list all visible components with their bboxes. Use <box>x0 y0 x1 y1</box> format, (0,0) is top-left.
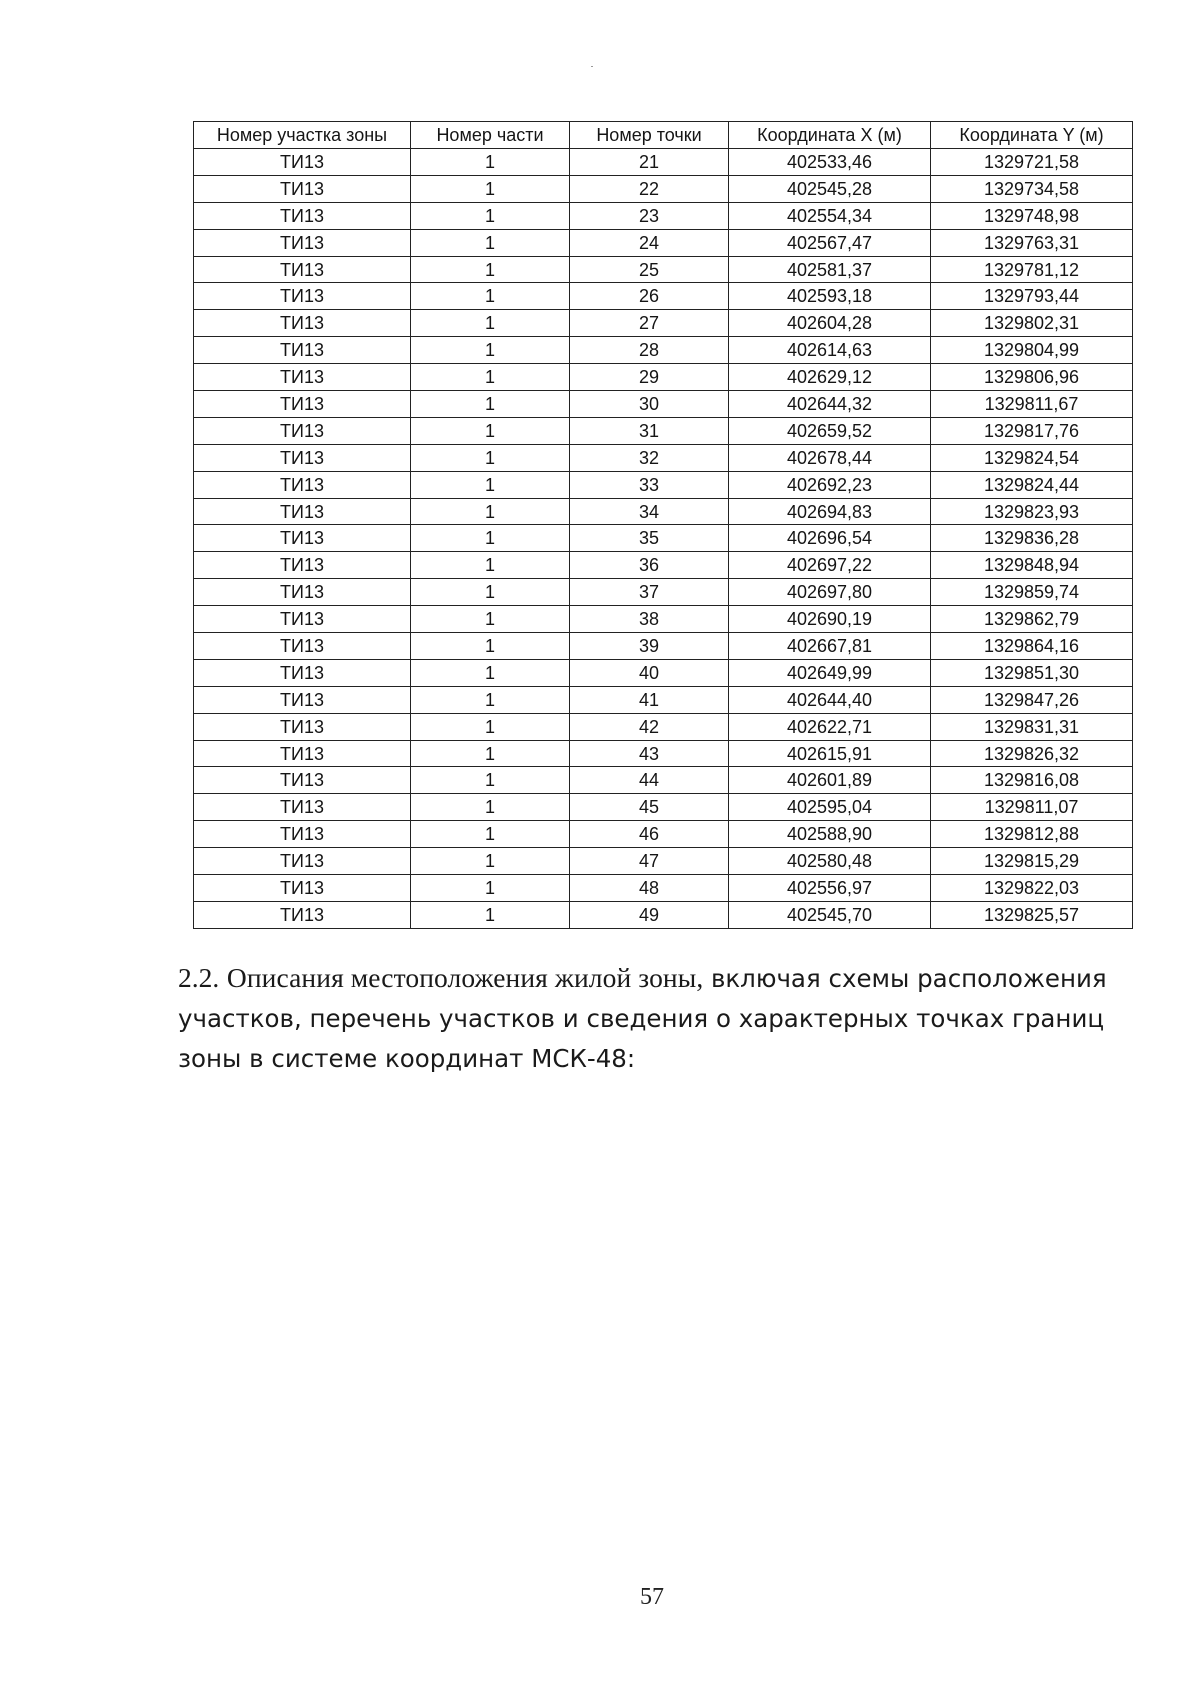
cell-part-number: 1 <box>411 552 570 579</box>
cell-coordinate-x: 402678,44 <box>729 444 931 471</box>
cell-point-number: 26 <box>570 283 729 310</box>
cell-coordinate-y: 1329826,32 <box>931 740 1133 767</box>
cell-coordinate-y: 1329851,30 <box>931 659 1133 686</box>
cell-zone-section: ТИ13 <box>194 149 411 176</box>
table-row <box>194 525 1133 552</box>
cell-point-number: 24 <box>570 229 729 256</box>
cell-coordinate-y: 1329836,28 <box>931 525 1133 552</box>
cell-coordinate-x: 402644,40 <box>729 686 931 713</box>
cell-coordinate-x: 402622,71 <box>729 713 931 740</box>
cell-coordinate-y: 1329859,74 <box>931 579 1133 606</box>
table-row <box>194 848 1133 875</box>
cell-coordinate-y: 1329862,79 <box>931 606 1133 633</box>
cell-part-number: 1 <box>411 686 570 713</box>
table-row <box>194 794 1133 821</box>
cell-zone-section: ТИ13 <box>194 337 411 364</box>
cell-coordinate-x: 402697,22 <box>729 552 931 579</box>
cell-zone-section: ТИ13 <box>194 175 411 202</box>
table-row <box>194 821 1133 848</box>
table-row <box>194 444 1133 471</box>
cell-coordinate-y: 1329804,99 <box>931 337 1133 364</box>
table-row <box>194 202 1133 229</box>
cell-coordinate-x: 402581,37 <box>729 256 931 283</box>
cell-coordinate-y: 1329815,29 <box>931 848 1133 875</box>
cell-coordinate-x: 402554,34 <box>729 202 931 229</box>
table-row <box>194 337 1133 364</box>
cell-coordinate-y: 1329811,67 <box>931 391 1133 418</box>
cell-coordinate-y: 1329823,93 <box>931 498 1133 525</box>
cell-coordinate-x: 402629,12 <box>729 364 931 391</box>
table-row <box>194 552 1133 579</box>
scan-artifact <box>591 66 593 67</box>
cell-zone-section: ТИ13 <box>194 875 411 902</box>
cell-point-number: 46 <box>570 821 729 848</box>
cell-coordinate-x: 402556,97 <box>729 875 931 902</box>
cell-coordinate-y: 1329781,12 <box>931 256 1133 283</box>
cell-zone-section: ТИ13 <box>194 579 411 606</box>
cell-part-number: 1 <box>411 310 570 337</box>
cell-part-number: 1 <box>411 848 570 875</box>
cell-part-number: 1 <box>411 875 570 902</box>
cell-coordinate-y: 1329763,31 <box>931 229 1133 256</box>
cell-coordinate-y: 1329817,76 <box>931 417 1133 444</box>
cell-coordinate-y: 1329811,07 <box>931 794 1133 821</box>
cell-zone-section: ТИ13 <box>194 633 411 660</box>
cell-point-number: 33 <box>570 471 729 498</box>
cell-part-number: 1 <box>411 579 570 606</box>
table-row <box>194 740 1133 767</box>
cell-coordinate-y: 1329824,44 <box>931 471 1133 498</box>
cell-zone-section: ТИ13 <box>194 848 411 875</box>
cell-point-number: 43 <box>570 740 729 767</box>
cell-part-number: 1 <box>411 767 570 794</box>
cell-point-number: 42 <box>570 713 729 740</box>
cell-point-number: 49 <box>570 901 729 928</box>
cell-point-number: 38 <box>570 606 729 633</box>
table-body <box>194 149 1133 929</box>
cell-coordinate-x: 402697,80 <box>729 579 931 606</box>
page-number: 57 <box>640 1584 664 1610</box>
table-row <box>194 471 1133 498</box>
cell-coordinate-x: 402580,48 <box>729 848 931 875</box>
cell-zone-section: ТИ13 <box>194 310 411 337</box>
cell-part-number: 1 <box>411 149 570 176</box>
table-header <box>194 122 1133 149</box>
cell-point-number: 40 <box>570 659 729 686</box>
cell-part-number: 1 <box>411 659 570 686</box>
cell-zone-section: ТИ13 <box>194 229 411 256</box>
cell-part-number: 1 <box>411 417 570 444</box>
cell-zone-section: ТИ13 <box>194 417 411 444</box>
cell-coordinate-x: 402601,89 <box>729 767 931 794</box>
cell-point-number: 41 <box>570 686 729 713</box>
cell-point-number: 27 <box>570 310 729 337</box>
cell-point-number: 36 <box>570 552 729 579</box>
cell-coordinate-x: 402692,23 <box>729 471 931 498</box>
cell-zone-section: ТИ13 <box>194 740 411 767</box>
cell-point-number: 47 <box>570 848 729 875</box>
cell-coordinate-y: 1329831,31 <box>931 713 1133 740</box>
cell-point-number: 34 <box>570 498 729 525</box>
cell-zone-section: ТИ13 <box>194 391 411 418</box>
cell-point-number: 45 <box>570 794 729 821</box>
cell-coordinate-y: 1329734,58 <box>931 175 1133 202</box>
header-zone-section-number: Номер участка зоны <box>194 122 411 149</box>
cell-part-number: 1 <box>411 633 570 660</box>
header-coordinate-x: Координата X (м) <box>729 122 931 149</box>
table-row <box>194 175 1133 202</box>
header-point-number: Номер точки <box>570 122 729 149</box>
section-number: 2.2. <box>178 962 220 993</box>
cell-part-number: 1 <box>411 525 570 552</box>
cell-coordinate-x: 402696,54 <box>729 525 931 552</box>
table-row <box>194 256 1133 283</box>
cell-point-number: 22 <box>570 175 729 202</box>
cell-point-number: 35 <box>570 525 729 552</box>
header-coordinate-y: Координата Y (м) <box>931 122 1133 149</box>
cell-zone-section: ТИ13 <box>194 552 411 579</box>
cell-part-number: 1 <box>411 713 570 740</box>
table-row <box>194 579 1133 606</box>
cell-zone-section: ТИ13 <box>194 767 411 794</box>
cell-zone-section: ТИ13 <box>194 659 411 686</box>
cell-zone-section: ТИ13 <box>194 606 411 633</box>
section-text-sans: включая схемы расположения участков, перечень участков и сведения о характерных точках границ зоны в системе координат МСК-48: <box>178 964 1107 1073</box>
cell-point-number: 44 <box>570 767 729 794</box>
cell-coordinate-y: 1329802,31 <box>931 310 1133 337</box>
cell-coordinate-y: 1329847,26 <box>931 686 1133 713</box>
table-row <box>194 229 1133 256</box>
cell-point-number: 21 <box>570 149 729 176</box>
table-row <box>194 767 1133 794</box>
cell-zone-section: ТИ13 <box>194 821 411 848</box>
table-row <box>194 686 1133 713</box>
cell-coordinate-x: 402667,81 <box>729 633 931 660</box>
cell-coordinate-x: 402615,91 <box>729 740 931 767</box>
cell-coordinate-x: 402588,90 <box>729 821 931 848</box>
cell-zone-section: ТИ13 <box>194 686 411 713</box>
cell-coordinate-x: 402694,83 <box>729 498 931 525</box>
cell-coordinate-x: 402604,28 <box>729 310 931 337</box>
cell-zone-section: ТИ13 <box>194 713 411 740</box>
cell-part-number: 1 <box>411 821 570 848</box>
table-row <box>194 713 1133 740</box>
table-row <box>194 364 1133 391</box>
cell-coordinate-y: 1329825,57 <box>931 901 1133 928</box>
table-row <box>194 310 1133 337</box>
section-text-serif: Описания местоположения жилой зоны, <box>226 962 704 993</box>
table-row <box>194 498 1133 525</box>
table-row <box>194 283 1133 310</box>
table-row <box>194 875 1133 902</box>
cell-coordinate-x: 402644,32 <box>729 391 931 418</box>
cell-coordinate-y: 1329848,94 <box>931 552 1133 579</box>
table-row <box>194 391 1133 418</box>
cell-coordinate-y: 1329793,44 <box>931 283 1133 310</box>
cell-coordinate-y: 1329748,98 <box>931 202 1133 229</box>
cell-coordinate-x: 402545,70 <box>729 901 931 928</box>
cell-coordinate-x: 402593,18 <box>729 283 931 310</box>
cell-part-number: 1 <box>411 283 570 310</box>
cell-point-number: 29 <box>570 364 729 391</box>
cell-point-number: 31 <box>570 417 729 444</box>
cell-point-number: 39 <box>570 633 729 660</box>
cell-zone-section: ТИ13 <box>194 202 411 229</box>
cell-coordinate-x: 402533,46 <box>729 149 931 176</box>
cell-coordinate-x: 402649,99 <box>729 659 931 686</box>
cell-coordinate-x: 402659,52 <box>729 417 931 444</box>
cell-part-number: 1 <box>411 740 570 767</box>
cell-part-number: 1 <box>411 256 570 283</box>
cell-coordinate-y: 1329806,96 <box>931 364 1133 391</box>
cell-part-number: 1 <box>411 606 570 633</box>
cell-part-number: 1 <box>411 364 570 391</box>
cell-part-number: 1 <box>411 444 570 471</box>
cell-coordinate-y: 1329816,08 <box>931 767 1133 794</box>
cell-point-number: 28 <box>570 337 729 364</box>
cell-part-number: 1 <box>411 229 570 256</box>
cell-zone-section: ТИ13 <box>194 364 411 391</box>
section-2-2-paragraph <box>178 958 1138 1078</box>
table-row <box>194 606 1133 633</box>
cell-coordinate-y: 1329864,16 <box>931 633 1133 660</box>
cell-point-number: 30 <box>570 391 729 418</box>
cell-point-number: 23 <box>570 202 729 229</box>
cell-part-number: 1 <box>411 202 570 229</box>
cell-zone-section: ТИ13 <box>194 498 411 525</box>
cell-coordinate-y: 1329824,54 <box>931 444 1133 471</box>
cell-point-number: 25 <box>570 256 729 283</box>
cell-point-number: 37 <box>570 579 729 606</box>
cell-part-number: 1 <box>411 901 570 928</box>
table-row <box>194 417 1133 444</box>
header-part-number: Номер части <box>411 122 570 149</box>
cell-point-number: 32 <box>570 444 729 471</box>
cell-zone-section: ТИ13 <box>194 525 411 552</box>
cell-part-number: 1 <box>411 337 570 364</box>
table-row <box>194 149 1133 176</box>
cell-zone-section: ТИ13 <box>194 444 411 471</box>
cell-zone-section: ТИ13 <box>194 471 411 498</box>
cell-zone-section: ТИ13 <box>194 901 411 928</box>
cell-part-number: 1 <box>411 471 570 498</box>
cell-coordinate-x: 402595,04 <box>729 794 931 821</box>
cell-zone-section: ТИ13 <box>194 794 411 821</box>
cell-coordinate-x: 402567,47 <box>729 229 931 256</box>
cell-coordinate-y: 1329812,88 <box>931 821 1133 848</box>
cell-part-number: 1 <box>411 175 570 202</box>
table-row <box>194 659 1133 686</box>
table-header-row <box>194 122 1133 149</box>
cell-zone-section: ТИ13 <box>194 283 411 310</box>
cell-coordinate-x: 402545,28 <box>729 175 931 202</box>
cell-part-number: 1 <box>411 391 570 418</box>
cell-coordinate-x: 402690,19 <box>729 606 931 633</box>
table-row <box>194 901 1133 928</box>
coordinates-table <box>193 121 1133 929</box>
cell-point-number: 48 <box>570 875 729 902</box>
cell-coordinate-x: 402614,63 <box>729 337 931 364</box>
cell-part-number: 1 <box>411 498 570 525</box>
cell-zone-section: ТИ13 <box>194 256 411 283</box>
cell-coordinate-y: 1329721,58 <box>931 149 1133 176</box>
cell-part-number: 1 <box>411 794 570 821</box>
cell-coordinate-y: 1329822,03 <box>931 875 1133 902</box>
table-row <box>194 633 1133 660</box>
